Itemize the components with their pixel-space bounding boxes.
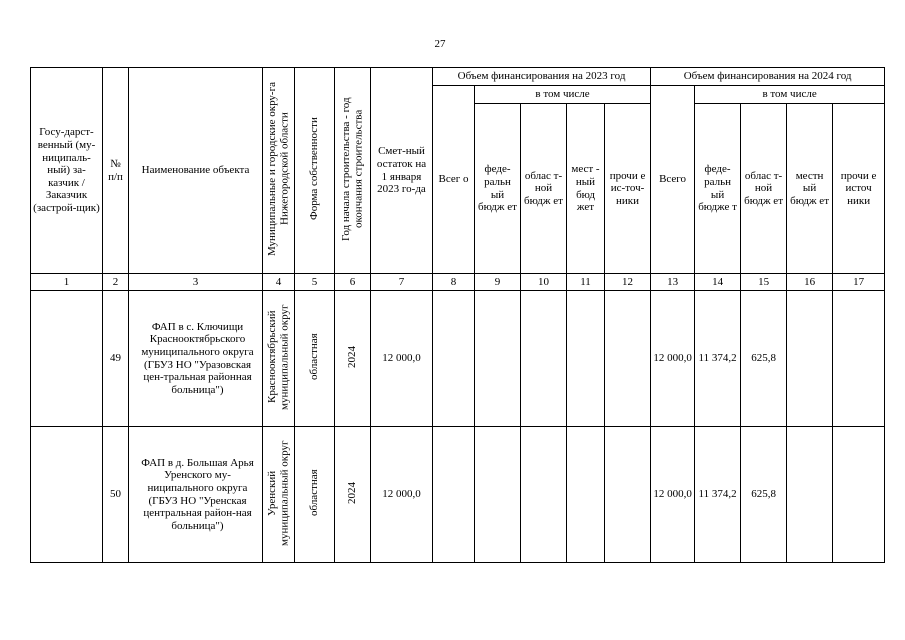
cell-municipality-text: Уренский муниципальный округ (265, 439, 291, 546)
header-fin-2024: Объем финансирования на 2024 год (651, 68, 885, 86)
cell-municipality (263, 427, 295, 563)
cell-num: 49 (103, 291, 129, 427)
cell-local-2023 (567, 427, 605, 563)
cell-municipality (263, 291, 295, 427)
header-row-1 (31, 68, 885, 86)
header-total-2023: Всег о (433, 86, 475, 274)
header-regional-2023: облас т-ной бюдж ет (521, 104, 567, 274)
financing-table (30, 67, 885, 563)
cell-regional-2023 (521, 291, 567, 427)
cell-other-2023 (605, 427, 651, 563)
cell-local-2024 (787, 427, 833, 563)
header-name: Наименование объекта (129, 68, 263, 274)
cell-regional-2023 (521, 427, 567, 563)
cell-regional-2024: 625,8 (741, 291, 787, 427)
col-number: 2 (103, 274, 129, 291)
col-number: 12 (605, 274, 651, 291)
col-number: 10 (521, 274, 567, 291)
cell-balance: 12 000,0 (371, 427, 433, 563)
header-municipality (263, 68, 295, 274)
column-numbers-row (31, 274, 885, 291)
col-number: 3 (129, 274, 263, 291)
header-fin-2023: Объем финансирования на 2023 год (433, 68, 651, 86)
cell-other-2024 (833, 291, 885, 427)
col-number: 11 (567, 274, 605, 291)
cell-ownership (295, 291, 335, 427)
cell-regional-2024: 625,8 (741, 427, 787, 563)
col-number: 16 (787, 274, 833, 291)
cell-customer (31, 291, 103, 427)
cell-years-text: 2024 (346, 481, 359, 504)
table-row (31, 427, 885, 563)
col-number: 9 (475, 274, 521, 291)
cell-federal-2024: 11 374,2 (695, 427, 741, 563)
col-number: 15 (741, 274, 787, 291)
cell-federal-2024: 11 374,2 (695, 291, 741, 427)
cell-years (335, 427, 371, 563)
header-local-2024: местн ый бюдж ет (787, 104, 833, 274)
header-other-2024: прочи е источ ники (833, 104, 885, 274)
cell-num: 50 (103, 427, 129, 563)
header-balance: Смет-ный остаток на 1 января 2023 го-да (371, 68, 433, 274)
cell-name: ФАП в с. Ключищи Краснооктябрьского муниципального округа (ГБУЗ НО "Уразовская цен-тральная районная больница") (129, 291, 263, 427)
cell-ownership-text: областная (308, 333, 321, 381)
header-years (335, 68, 371, 274)
table-row (31, 291, 885, 427)
header-including-2024: в том числе (695, 86, 885, 104)
cell-ownership (295, 427, 335, 563)
header-including-2023: в том числе (475, 86, 651, 104)
cell-total-2024: 12 000,0 (651, 291, 695, 427)
col-number: 7 (371, 274, 433, 291)
header-ownership-text: Форма собственности (308, 117, 321, 221)
header-customer: Госу-дарст-венный (му-ниципаль-ный) за-казчик / Заказчик (застрой-щик) (31, 68, 103, 274)
header-total-2024: Всего (651, 86, 695, 274)
cell-other-2023 (605, 291, 651, 427)
header-local-2023: мест - ный бюд жет (567, 104, 605, 274)
col-number: 1 (31, 274, 103, 291)
cell-other-2024 (833, 427, 885, 563)
col-number: 8 (433, 274, 475, 291)
cell-balance: 12 000,0 (371, 291, 433, 427)
cell-years (335, 291, 371, 427)
cell-local-2023 (567, 291, 605, 427)
cell-ownership-text: областная (308, 469, 321, 517)
cell-total-2023 (433, 427, 475, 563)
col-number: 4 (263, 274, 295, 291)
col-number: 6 (335, 274, 371, 291)
col-number: 14 (695, 274, 741, 291)
col-number: 5 (295, 274, 335, 291)
cell-municipality-text: Краснооктябрьский муниципальный округ (265, 303, 291, 410)
cell-total-2023 (433, 291, 475, 427)
header-regional-2024: облас т-ной бюдж ет (741, 104, 787, 274)
cell-local-2024 (787, 291, 833, 427)
cell-federal-2023 (475, 427, 521, 563)
cell-total-2024: 12 000,0 (651, 427, 695, 563)
header-other-2023: прочи е ис-точ-ники (605, 104, 651, 274)
col-number: 13 (651, 274, 695, 291)
header-municipality-text: Муниципальные и городские окру-га Нижегородской области (265, 81, 291, 256)
header-years-text: Год начала строительства - год окончания строительства (339, 96, 365, 241)
cell-federal-2023 (475, 291, 521, 427)
cell-customer (31, 427, 103, 563)
page-number: 27 (434, 38, 446, 50)
header-federal-2023: феде-ральн ый бюдж ет (475, 104, 521, 274)
cell-years-text: 2024 (346, 345, 359, 368)
header-num: № п/п (103, 68, 129, 274)
header-ownership (295, 68, 335, 274)
header-federal-2024: феде-ральн ый бюдже т (695, 104, 741, 274)
cell-name: ФАП в д. Большая Арья Уренского му-ниципального округа (ГБУЗ НО "Уренская центральная район-ная больница") (129, 427, 263, 563)
col-number: 17 (833, 274, 885, 291)
